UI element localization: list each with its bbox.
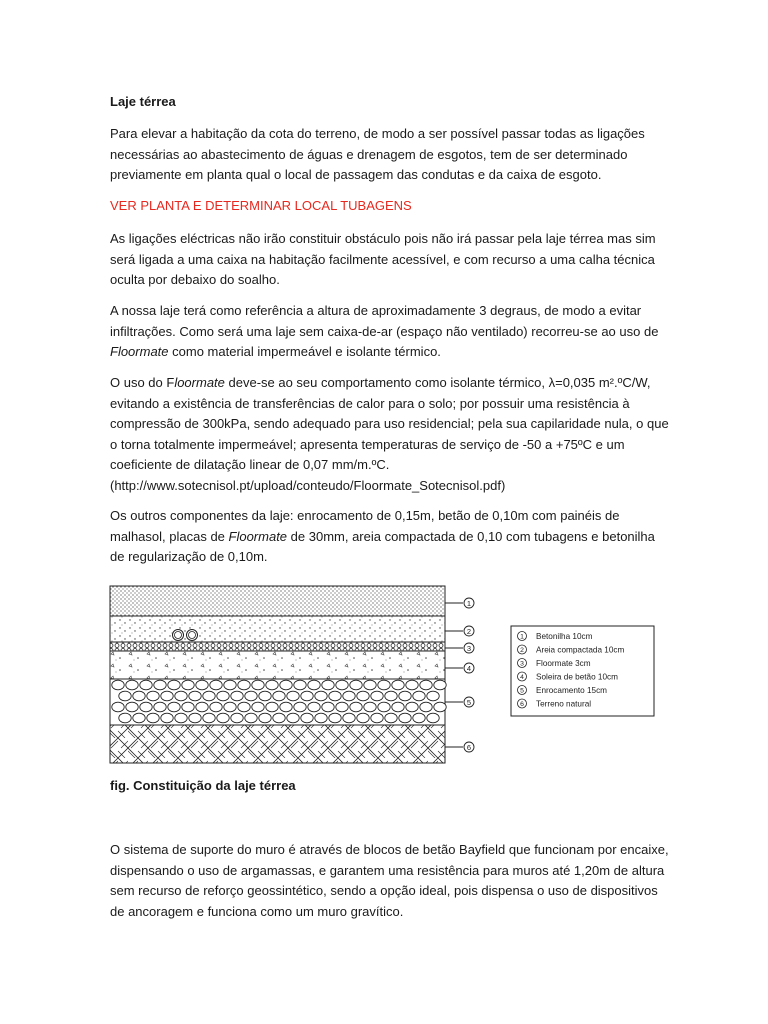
- legend-label: Betonilha 10cm: [536, 632, 593, 641]
- stone: [189, 713, 201, 723]
- stone: [175, 713, 187, 723]
- stone: [343, 713, 355, 723]
- legend-number: 3: [520, 660, 524, 668]
- stone: [287, 713, 299, 723]
- stone: [119, 713, 131, 723]
- paragraph-text: Os outros componentes da laje: enrocamento de 0,15m, betão de 0,10m com painéis de malhasol, placas de: [110, 508, 620, 544]
- paragraph-electrical: As ligações eléctricas não irão constituir obstáculo pois não irá passar pela laje térrea mas sim será ligada a uma caixa na habitação facilmente acessível, e com recurso a uma calha técnica oculta por debaixo do soalho.: [110, 231, 656, 287]
- layer-number: 2: [466, 627, 472, 636]
- stone: [364, 702, 376, 712]
- stone: [371, 691, 383, 701]
- stone: [294, 680, 306, 690]
- stone: [273, 713, 285, 723]
- paragraph-text: de 30mm, areia compactada de 0,10 com tubagens e betonilha de regularização de 0,10m.: [110, 528, 655, 564]
- stone: [322, 680, 334, 690]
- stone: [371, 713, 383, 723]
- stone: [231, 691, 243, 701]
- stone: [161, 691, 173, 701]
- paragraph-components: [110, 506, 670, 568]
- legend-number: 1: [520, 633, 524, 641]
- stone: [308, 680, 320, 690]
- stone: [189, 691, 201, 701]
- stone: [280, 702, 292, 712]
- stone: [182, 680, 194, 690]
- legend-label: Floormate 3cm: [536, 659, 591, 668]
- stone: [392, 702, 404, 712]
- stone: [399, 691, 411, 701]
- stone: [280, 680, 292, 690]
- stone: [266, 702, 278, 712]
- legend-number: 6: [520, 701, 524, 709]
- stone: [196, 702, 208, 712]
- stone: [385, 691, 397, 701]
- stone: [399, 713, 411, 723]
- stone: [154, 702, 166, 712]
- source-url: (http://www.sotecnisol.pt/upload/conteudo/Floormate_Sotecnisol.pdf): [110, 477, 506, 493]
- paragraph-text: O uso do F: [110, 375, 175, 390]
- stone: [378, 680, 390, 690]
- stone: [420, 680, 432, 690]
- stone: [350, 680, 362, 690]
- stone: [350, 702, 362, 712]
- stone: [217, 691, 229, 701]
- stone: [126, 702, 138, 712]
- stone: [329, 713, 341, 723]
- stone: [133, 691, 145, 701]
- stone: [294, 702, 306, 712]
- paragraph-floormate-properties: [110, 373, 670, 496]
- stone: [385, 713, 397, 723]
- stone: [182, 702, 194, 712]
- stone: [308, 702, 320, 712]
- stone: [406, 680, 418, 690]
- stone: [161, 713, 173, 723]
- stone: [392, 680, 404, 690]
- stone: [434, 680, 446, 690]
- stone: [364, 680, 376, 690]
- stone: [203, 713, 215, 723]
- stone: [231, 713, 243, 723]
- stone: [238, 680, 250, 690]
- stone: [245, 713, 257, 723]
- stone: [245, 691, 257, 701]
- stone: [133, 713, 145, 723]
- stone: [252, 680, 264, 690]
- stone: [273, 691, 285, 701]
- legend-label: Enrocamento 15cm: [536, 686, 607, 695]
- stone: [168, 702, 180, 712]
- stone: [259, 691, 271, 701]
- stone: [154, 680, 166, 690]
- stone: [336, 702, 348, 712]
- leader-lines: [445, 598, 474, 752]
- stone: [126, 680, 138, 690]
- stone: [140, 702, 152, 712]
- stone: [420, 702, 432, 712]
- stone: [322, 702, 334, 712]
- stone: [210, 702, 222, 712]
- stone: [217, 713, 229, 723]
- floormate-term: loormate: [174, 375, 225, 390]
- stone: [112, 680, 124, 690]
- stone: [357, 691, 369, 701]
- paragraph-reference-height: [110, 301, 670, 363]
- stone: [224, 680, 236, 690]
- paragraph-elevation: Para elevar a habitação da cota do terreno, de modo a ser possível passar todas as ligações necessárias ao abastecimento de águas e drenagem de esgotos, tem de ser determinado previamente em planta qual o local de passagem das condutas e da caixa de esgoto.: [110, 126, 645, 182]
- stone: [315, 713, 327, 723]
- stone: [252, 702, 264, 712]
- stone: [434, 702, 446, 712]
- paragraph-text: deve-se ao seu comportamento como isolante térmico, λ=0,035 m².ºC/W, evitando a existência de transferências de calor para o solo; por possuir uma resistência à compressão de 300kPa, sendo adequado para uso residencial; pela sua capilaridade nula, o que o torna totalmente impermeável; apresenta temperaturas de serviço de -50 a +75ºC e um coeficiente de dilatação linear de 0,07 mm/m.ºC.: [110, 375, 669, 472]
- stone: [336, 680, 348, 690]
- stone: [238, 702, 250, 712]
- stone: [266, 680, 278, 690]
- stone: [175, 691, 187, 701]
- stone: [301, 691, 313, 701]
- stone: [210, 680, 222, 690]
- stone: [343, 691, 355, 701]
- floormate-term: Floormate: [110, 344, 169, 359]
- stone: [224, 702, 236, 712]
- paragraph-wall-support: O sistema de suporte do muro é através de blocos de betão Bayfield que funcionam por encaixe, dispensando o uso de argamassas, e garantem uma resistência para muros até 1,20m de altura sem recurso de reforço geossintético, sendo a opção ideal, pois dispensa o uso de dispositivos de ancoragem e funciona como um muro gravítico.: [110, 842, 669, 919]
- stone: [196, 680, 208, 690]
- legend-number: 4: [520, 674, 524, 682]
- layer-areia: [110, 616, 445, 642]
- floormate-term: Floormate: [228, 528, 288, 544]
- stone: [329, 691, 341, 701]
- section-title: Laje térrea: [110, 94, 176, 109]
- red-note: VER PLANTA E DETERMINAR LOCAL TUBAGENS: [110, 198, 412, 213]
- stone: [378, 702, 390, 712]
- layer-soleira: [110, 651, 445, 679]
- stone: [413, 713, 425, 723]
- layer-betonilha: [110, 586, 445, 616]
- legend-label: Soleira de betão 10cm: [536, 672, 618, 682]
- stone: [140, 680, 152, 690]
- stone: [147, 691, 159, 701]
- stone: [357, 713, 369, 723]
- legend-label: Areia compactada 10cm: [536, 645, 625, 655]
- paragraph-text: como material impermeável e isolante térmico.: [168, 344, 441, 359]
- stone: [147, 713, 159, 723]
- layer-floormate: [110, 642, 445, 651]
- stone: [427, 713, 439, 723]
- layer-number: 1: [466, 599, 472, 608]
- stone: [119, 691, 131, 701]
- stone: [406, 702, 418, 712]
- paragraph-text: A nossa laje terá como referência a altura de aproximadamente 3 degraus, de modo a evitar infiltrações. Como será uma laje sem caixa-de-ar (espaço não ventilado) recorreu-se ao uso de: [110, 303, 659, 339]
- layer-number: 6: [466, 743, 472, 752]
- stone: [427, 691, 439, 701]
- stone: [301, 713, 313, 723]
- layer-number: 4: [466, 664, 472, 673]
- layer-number: 3: [466, 644, 472, 653]
- legend-label: Terreno natural: [536, 699, 592, 709]
- layer-terreno: [110, 725, 445, 763]
- stone: [112, 702, 124, 712]
- stone: [259, 713, 271, 723]
- legend-number: 5: [520, 687, 524, 695]
- legend-number: 2: [520, 647, 524, 655]
- slab-section-figure: [108, 578, 668, 768]
- stone: [168, 680, 180, 690]
- stone: [203, 691, 215, 701]
- stone: [315, 691, 327, 701]
- figure-caption: fig. Constituição da laje térrea: [110, 778, 296, 793]
- stone: [287, 691, 299, 701]
- stone: [413, 691, 425, 701]
- layer-number: 5: [466, 698, 472, 707]
